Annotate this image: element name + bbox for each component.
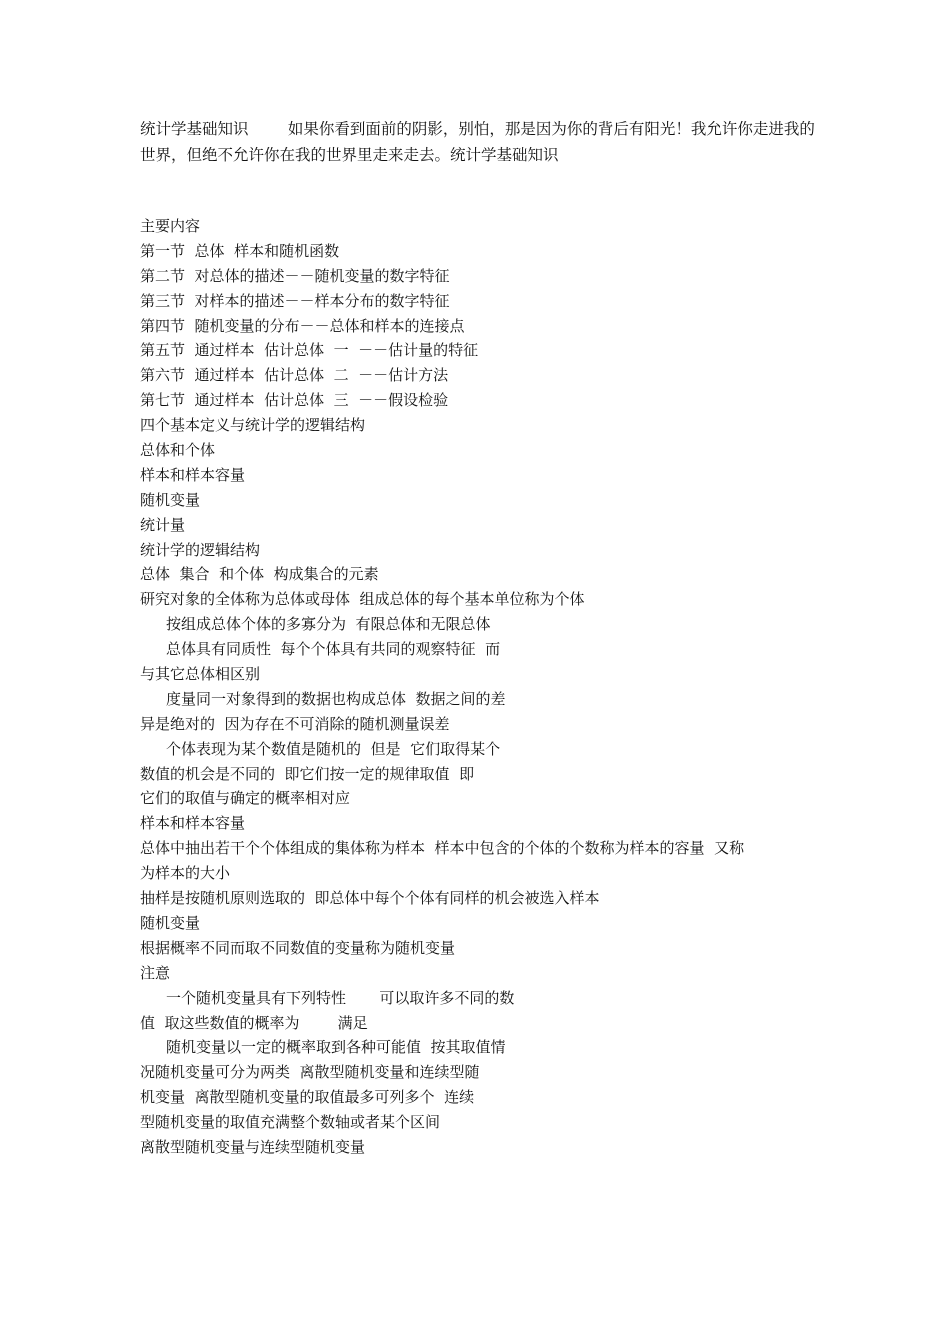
text-line: 第三节 对样本的描述－－样本分布的数字特征 (140, 291, 450, 310)
text-line: 抽样是按随机原则选取的 即总体中每个个体有同样的机会被选入样本 (140, 889, 600, 908)
text-line: 总体 集合 和个体 构成集合的元素 (140, 565, 379, 584)
intro-paragraph: 统计学基础知识 如果你看到面前的阴影，别怕，那是因为你的背后有阳光！我允许你走进我的世界，但绝不允许你在我的世界里走来走去。统计学基础知识 (140, 120, 815, 164)
text-line: 度量同一对象得到的数据也构成总体 数据之间的差 (166, 689, 506, 708)
document-body (140, 214, 820, 1160)
text-line: 总体具有同质性 每个个体具有共同的观察特征 而 (166, 640, 501, 659)
text-line: 按组成总体个体的多寡分为 有限总体和无限总体 (166, 615, 491, 634)
text-line: 型随机变量的取值充满整个数轴或者某个区间 (140, 1113, 441, 1132)
text-line: 研究对象的全体称为总体或母体 组成总体的每个基本单位称为个体 (140, 590, 585, 609)
text-line: 异是绝对的 因为存在不可消除的随机测量误差 (140, 714, 450, 733)
text-line: 与其它总体相区别 (140, 665, 261, 684)
text-line: 注意 (140, 963, 171, 982)
text-line: 第二节 对总体的描述－－随机变量的数字特征 (140, 266, 450, 285)
text-line: 第一节 总体 样本和随机函数 (140, 241, 340, 260)
text-line: 统计学的逻辑结构 (140, 540, 261, 559)
text-line: 值 取这些数值的概率为 满足 (140, 1013, 368, 1032)
text-line: 主要内容 (140, 217, 201, 235)
text-line: 统计量 (140, 515, 186, 534)
text-line: 样本和样本容量 (140, 814, 246, 833)
text-line: 第六节 通过样本 估计总体 二 －－估计方法 (140, 366, 449, 385)
text-line: 个体表现为某个数值是随机的 但是 它们取得某个 (166, 739, 501, 758)
text-line: 总体和个体 (140, 441, 216, 460)
text-line: 四个基本定义与统计学的逻辑结构 (140, 416, 366, 435)
text-line: 它们的取值与确定的概率相对应 (140, 789, 351, 808)
text-line: 样本和样本容量 (140, 465, 246, 484)
text-line: 第七节 通过样本 估计总体 三 －－假设检验 (140, 391, 449, 410)
text-line: 随机变量以一定的概率取到各种可能值 按其取值情 (166, 1038, 506, 1057)
text-line: 根据概率不同而取不同数值的变量称为随机变量 (140, 938, 456, 957)
text-line: 总体中抽出若干个个体组成的集体称为样本 样本中包含的个体的个数称为样本的容量 又称 (140, 839, 745, 858)
text-line: 机变量 离散型随机变量的取值最多可列多个 连续 (140, 1088, 475, 1107)
text-line: 况随机变量可分为两类 离散型随机变量和连续型随 (140, 1063, 480, 1082)
text-line: 离散型随机变量与连续型随机变量 (140, 1137, 366, 1156)
text-line: 第五节 通过样本 估计总体 一 －－估计量的特征 (140, 341, 479, 360)
text-line: 第四节 随机变量的分布－－总体和样本的连接点 (140, 316, 465, 335)
text-line: 为样本的大小 (140, 864, 231, 883)
text-line: 随机变量 (140, 490, 201, 509)
text-line: 数值的机会是不同的 即它们按一定的规律取值 即 (140, 764, 475, 783)
text-line: 一个随机变量具有下列特性 可以取许多不同的数 (166, 988, 515, 1007)
text-line: 随机变量 (140, 913, 201, 932)
